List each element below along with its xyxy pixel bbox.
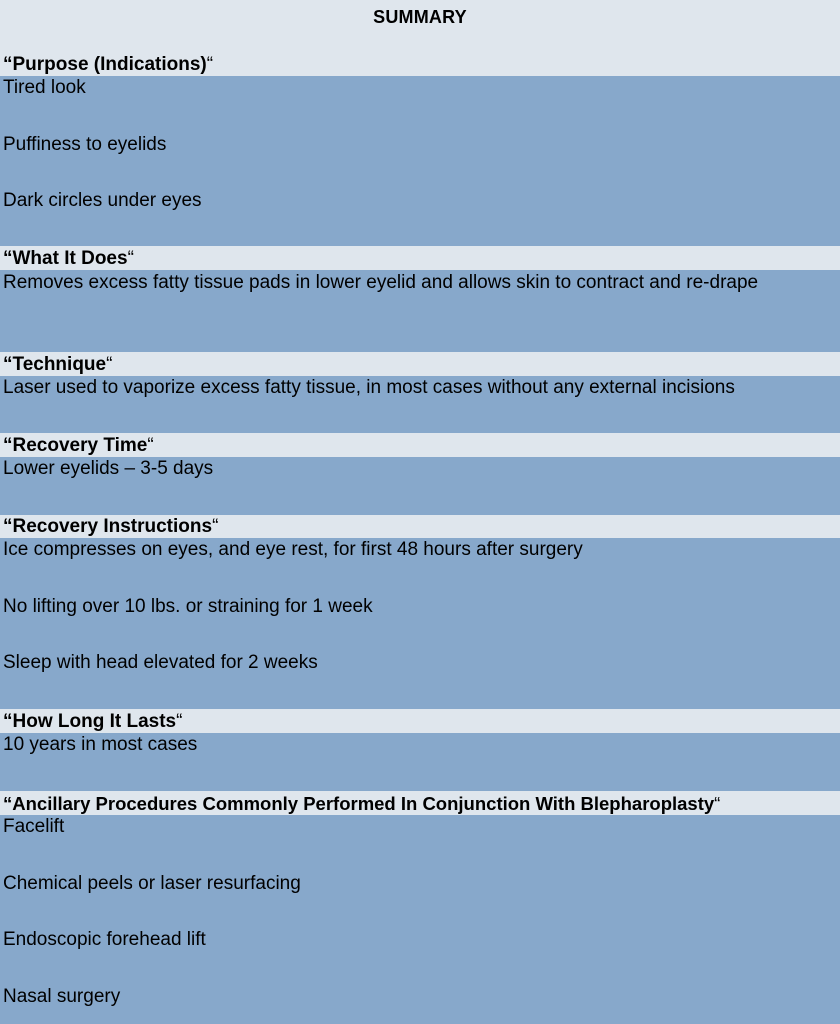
- list-item: Facelift: [3, 816, 65, 837]
- section-purpose: [0, 54, 840, 246]
- section-technique: [0, 354, 840, 433]
- list-item: Tired look: [3, 77, 86, 98]
- section-heading-open-quote: “: [3, 435, 13, 456]
- section-body: [0, 457, 840, 515]
- section-what-it-does: [0, 248, 840, 352]
- section-heading-close-quote: “: [106, 354, 113, 375]
- section-heading-close-quote: “: [714, 793, 721, 814]
- section-heading-open-quote: “: [3, 516, 13, 537]
- list-item: Nasal surgery: [3, 985, 121, 1007]
- section-heading-close-quote: “: [127, 248, 134, 269]
- section-heading: “What It Does“: [0, 248, 840, 270]
- section-heading: “How Long It Lasts“: [0, 711, 840, 733]
- section-heading-open-quote: “: [3, 248, 13, 269]
- list-item: 10 years in most cases: [3, 734, 198, 755]
- list-item: Ice compresses on eyes, and eye rest, for first 48 hours after surgery: [3, 539, 583, 560]
- section-recovery-instructions: [0, 516, 840, 709]
- section-heading: “Recovery Time“: [0, 435, 840, 457]
- section-heading-open-quote: “: [3, 711, 13, 732]
- section-body: [0, 815, 840, 1024]
- list-item: Dark circles under eyes: [3, 190, 202, 211]
- list-item: No lifting over 10 lbs. or straining for 1 week: [3, 595, 373, 617]
- list-item: Chemical peels or laser resurfacing: [3, 872, 301, 894]
- list-item: Removes excess fatty tissue pads in lower eyelid and allows skin to contract and re-drape: [3, 272, 759, 293]
- section-body: [0, 733, 840, 791]
- section-heading: “Recovery Instructions“: [0, 516, 840, 538]
- section-heading-close-quote: “: [212, 516, 219, 537]
- section-body: [0, 376, 840, 433]
- section-how-long-it-lasts: [0, 711, 840, 791]
- section-body: [0, 538, 840, 709]
- section-heading: “Technique“: [0, 354, 840, 376]
- section-heading-close-quote: “: [176, 711, 183, 732]
- section-recovery-time: [0, 435, 840, 515]
- section-heading-open-quote: “: [3, 354, 13, 375]
- list-item: Sleep with head elevated for 2 weeks: [3, 652, 318, 673]
- section-heading-close-quote: “: [147, 435, 154, 456]
- section-heading: “Ancillary Procedures Commonly Performed In Conjunction With Blepharoplasty“: [0, 793, 840, 815]
- section-heading-open-quote: “: [3, 793, 13, 814]
- page-title: SUMMARY: [373, 6, 467, 27]
- section-heading-open-quote: “: [3, 54, 13, 75]
- section-heading-close-quote: “: [206, 54, 214, 75]
- section-heading: “Purpose (Indications)“: [0, 54, 840, 76]
- list-item: Endoscopic forehead lift: [3, 929, 206, 950]
- section-body: [0, 76, 840, 246]
- section-body: [0, 270, 840, 352]
- section-ancillary-procedures: [0, 793, 840, 1024]
- list-item: Laser used to vaporize excess fatty tissue, in most cases without any external incisions: [3, 377, 735, 398]
- list-item: Lower eyelids – 3-5 days: [3, 458, 214, 479]
- list-item: Puffiness to eyelids: [3, 133, 167, 155]
